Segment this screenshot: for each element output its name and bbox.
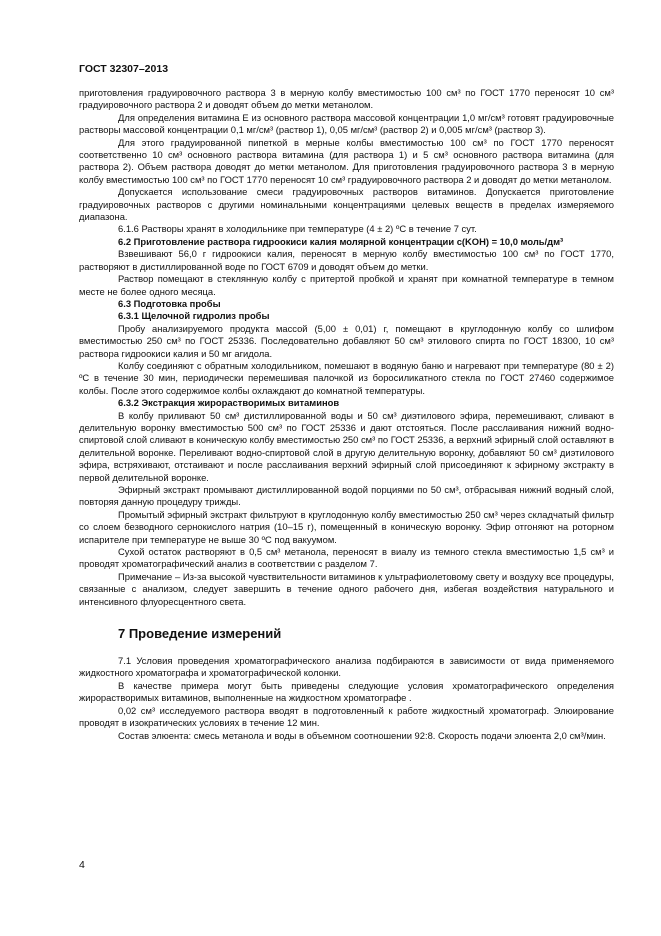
paragraph: 0,02 см³ исследуемого раствора вводят в подготовленный к работе жидкостный хроматограф. Элюирование проводят в изократических условиях в течение 12 мин. <box>79 704 614 729</box>
chapter-heading: 7 Проведение измерений <box>118 626 282 642</box>
paragraph: Сухой остаток растворяют в 0,5 см³ метанола, переносят в виалу из темного стекла вместимостью 1,5 см³ и проводят хроматографический анализ в соответствии с разделом 7. <box>79 546 614 570</box>
note: Примечание – Из-за высокой чувствительности витаминов к ультрафиолетовому свету и воздуху все процедуры, связанные с анализом, следует завершить в течение одного рабочего дня, избегая воздействия натурального и интенсивного флуоресцентного света. <box>79 570 614 607</box>
paragraph: Пробу анализируемого продукта массой (5,00 ± 0,01) г, помещают в круглодонную колбу со шлифом вместимостью 250 см³ по ГОСТ 25336. Последовательно добавляют 50 см³ этилового спирта по ГОСТ 18300, 10 см³ раствора гидроокиси калия и 50 мг агидола. <box>79 322 614 359</box>
page-body <box>79 87 614 742</box>
paragraph: В колбу приливают 50 см³ дистиллированной воды и 50 см³ диэтилового эфира, перемешивают, сливают в делительную воронку вместимостью 500 см³ по ГОСТ 25336 и дают отстояться. После расслаивания нижний водно-спиртовой слой сливают в коническую колбу вместимостью 250 см³ по ГОСТ 25336, а верхний эфирный слой оставляют в делительной воронке. Переливают водно-спиртовой слой в другую делительную воронку, добавляют 50 см³ диэтилового эфира, встряхивают, отстаивают и после расслаивания верхний эфирный слой присоединяют к эфирному экстракту в первой делительной воронке. <box>79 409 614 483</box>
paragraph: Взвешивают 56,0 г гидроокиси калия, переносят в мерную колбу вместимостью 100 см³ по ГОСТ 1770, растворяют в дистиллированной воде по ГОСТ 6709 и доводят объем до метки. <box>79 248 614 272</box>
paragraph: Эфирный экстракт промывают дистиллированной водой порциями по 50 см³, отбрасывая нижний водный слой, повторяя данную процедуру трижды. <box>79 484 614 508</box>
document-header: ГОСТ 32307–2013 <box>79 63 169 75</box>
paragraph: Колбу соединяют с обратным холодильником, помешают в водяную баню и нагревают при температуре (80 ± 2) ºС в течение 30 мин, периодически перемешивая палочкой из боросиликатного стекла по ГОСТ 27460 содержимое колбы. После этого содержимое колбы охлаждают до комнатной температуры. <box>79 359 614 396</box>
page-number: 4 <box>79 859 85 871</box>
paragraph: Допускается использование смеси градуировочных растворов витаминов. Допускается приготовление градуировочных растворов с другими номинальными концентрациями целевых веществ в пределах измеряемого диапазона. <box>79 186 614 223</box>
section-heading: 6.3 Подготовка пробы <box>118 297 221 309</box>
paragraph: Для этого градуированной пипеткой в мерные колбы вместимостью 100 см³ по ГОСТ 1770 переносят соответственно 10 см³ основного раствора витамина (для раствора 1) и 5 см³ основного раствора витамина (для раствора 2). Объем раствора доводят до метки метанолом. Для приготовления градуировочного раствора 3 в мерную колбу вместимостью 100 см³ по ГОСТ 1770 переносят 10 см³ градуировочного раствора 2 и доводят до метки метанолом. <box>79 136 614 185</box>
subsection-heading: 6.3.1 Щелочной гидролиз пробы <box>118 310 270 322</box>
section-heading: 6.2 Приготовление раствора гидроокиси калия молярной концентрации c(KOH) = 10,0 моль/дм³ <box>118 235 564 247</box>
paragraph: 7.1 Условия проведения хроматографического анализа подбираются в зависимости от вида применяемого жидкостного хроматографа и хроматографической колонки. <box>79 655 614 679</box>
subsection-heading: 6.3.2 Экстракция жирорастворимых витаминов <box>118 397 340 409</box>
paragraph: В качестве примера могут быть приведены следующие условия хроматографического определения жирорастворимых витаминов, выполненные на жидкостном хроматографе . <box>79 679 614 704</box>
paragraph: приготовления градуировочного раствора 3 в мерную колбу вместимостью 100 см³ по ГОСТ 1770 переносят 10 см³ градуировочного раствора 2 и доводят объем до метки метанолом. <box>79 87 614 111</box>
paragraph: Для определения витамина E из основного раствора массовой концентрации 1,0 мг/см³ готовят градуировочные растворы массовой концентрации 0,1 мг/см³ (раствор 1), 0,05 мг/см³ (раствор 2) и 0,005 мг/см³ (раствор 3). <box>79 111 614 136</box>
paragraph: Раствор помещают в стеклянную колбу с притертой пробкой и хранят при комнатной температуре в темном месте не более одного месяца. <box>79 273 614 297</box>
paragraph: Промытый эфирный экстракт фильтруют в круглодонную колбу вместимостью 250 см³ через складчатый фильтр со слоем безводного сернокислого натрия (10–15 г), помещенный в коническую воронку. Эфир отгоняют на роторном испарителе при температуре не выше 30 ºС под вакуумом. <box>79 508 614 545</box>
paragraph: 6.1.6 Растворы хранят в холодильнике при температуре (4 ± 2) ºС в течение 7 сут. <box>118 223 477 235</box>
paragraph: Состав элюента: смесь метанола и воды в объемном соотношении 92:8. Скорость подачи элюента 2,0 см³/мин. <box>118 729 606 741</box>
